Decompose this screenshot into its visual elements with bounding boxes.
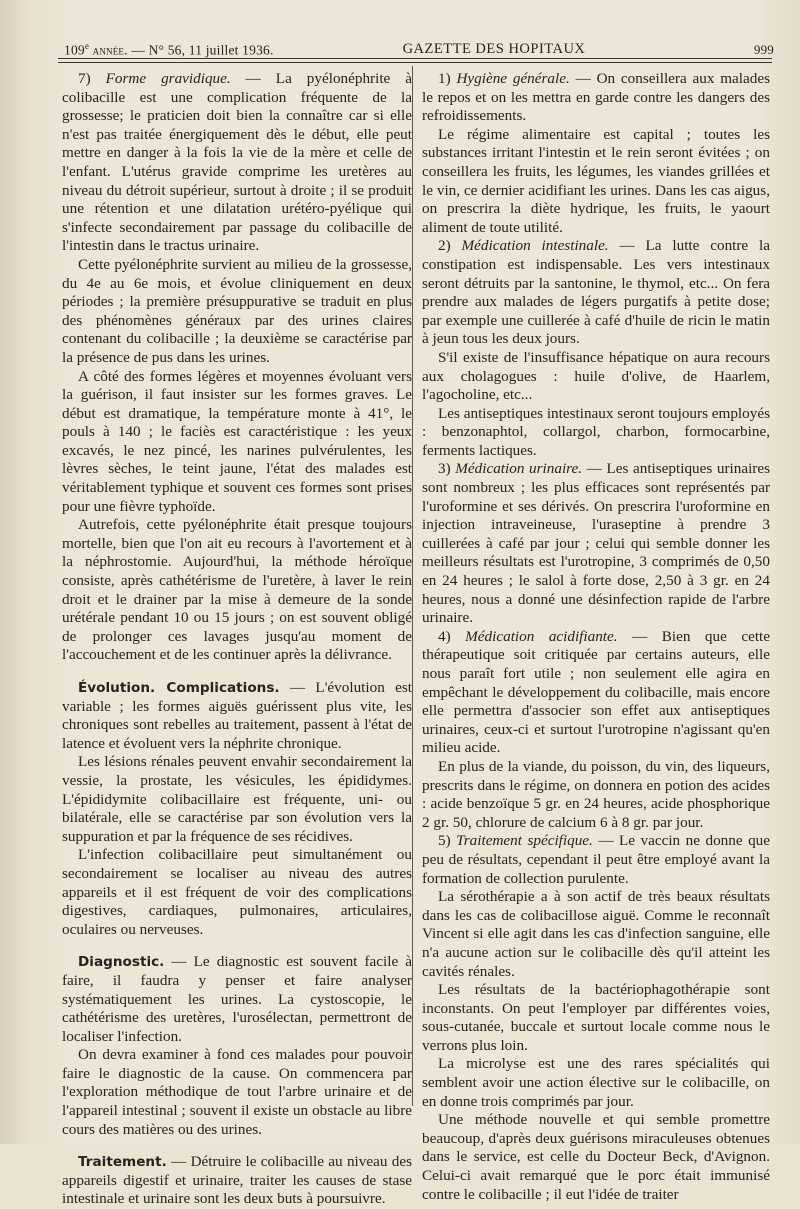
paragraph: La microlyse est une des rares spécialités qui semblent avoir une action élective sur le colibacille, on en donne trois comprimés par jour. bbox=[422, 1055, 770, 1110]
paragraph: L'infection colibacillaire peut simultanément ou secondairement se localiser au niveau des autres appareils et il est fréquent de voir des complications digestives, cardiaques, pulmonaires, articulaires, oculaires ou nerveuses. bbox=[62, 846, 412, 938]
paragraph-medication-urinaire: 3) Médication urinaire. — Les antiseptiques urinaires sont nombreux ; les plus efficaces sont représentés par l'uroformine et ses dérivés. On prescrira l'uroformine en injection intraveineuse, l'uraseptine à prendre 3 cuillerées à café par jour ; celui qui semble donner les meilleurs résultats est l'urotropine, 3 comprimés de 0,50 en 24 heures ; le salol à forte dose, 2,50 à 3 gr. en 24 heures, nous a donné une désinfection rapide de l'arbre urinaire. bbox=[422, 460, 771, 627]
section-evolution: Évolution. Complications. — L'évolution est variable ; les formes aiguës guérissent plus vite, les chroniques sont rebelles au traitement, passent à l'état de latence et évoluent vers la néphrite chronique. bbox=[62, 679, 412, 752]
paragraph: On devra examiner à fond ces malades pour pouvoir faire le diagnostic de la cause. On commencera par l'exploration méthodique de tout l'arbre urinaire et de l'appareil intestinal ; souvent il existe un obstacle au libre cours des matières ou des urines. bbox=[62, 1046, 412, 1138]
paragraph: Les résultats de la bactériophagothérapie sont inconstants. On peut l'employer par différentes voies, sous-cutanée, buccale et surtout locale comme nous le verrons plus loin. bbox=[422, 981, 770, 1054]
column-divider bbox=[412, 66, 413, 1106]
paragraph: Cette pyélonéphrite survient au milieu de la grossesse, du 4e au 6e mois, et évolue cliniquement en deux périodes ; la première présuppurative se traduit en plus des phénomènes généraux par des urines claires contenant du colibacille ; la deuxième se caractérise par la présence de pus dans les urines. bbox=[62, 255, 412, 366]
right-column bbox=[422, 70, 770, 1204]
header-rule bbox=[58, 58, 772, 59]
paragraph-traitement-specifique: 5) Traitement spécifique. — Le vaccin ne donne que peu de résultats, cependant il peut être employé avant la formation de collection purulente. bbox=[422, 832, 771, 887]
journal-title: GAZETTE DES HOPITAUX bbox=[402, 41, 586, 57]
paragraph: En plus de la viande, du poisson, du vin, des liqueurs, prescrits dans le régime, on donnera en potion des acides : acide benzoïque 5 gr. en 24 heures, acide phosphorique 2 gr. 50, chlorure de calcium 6 à 8 gr. par jour. bbox=[422, 757, 770, 831]
paragraph-hygiene: 1) Hygiène générale. — On conseillera aux malades le repos et on les mettra en garde contre les dangers des refroidissements. bbox=[422, 70, 770, 125]
issue-info: 109e année. — N° 56, 11 juillet 1936. bbox=[64, 40, 274, 57]
paragraph: Une méthode nouvelle et qui semble promettre beaucoup, d'après deux guérisons miraculeuses obtenues dans le service, est celle du Docteur Beck, d'Avignon. Celui-ci avait remarqué que le porc était immunisé contre le colibacille ; il eut l'idée de traiter bbox=[422, 1111, 770, 1203]
section-diagnostic: Diagnostic. — Le diagnostic est souvent facile à faire, il faudra y penser et faire analyser systématiquement les urines. La cystoscopie, le cathétérisme des uretères, l'urosélectan, permettront de localiser l'infection. bbox=[62, 953, 412, 1045]
page-number: 999 bbox=[753, 42, 774, 57]
running-header bbox=[48, 30, 774, 58]
paragraph-medication-acidifiante: 4) Médication acidifiante. — Bien que cette thérapeutique soit critiquée par certains auteurs, elle nous paraît fort utile ; non seulement elle agira en empêchant le développement du colibacille, mais encore elle permettra d'associer son effet aux antiseptiques urinaires, ceux-ci et surtout l'urotropine n'agissant qu'en milieu acide. bbox=[422, 627, 771, 757]
paragraph-medication-intestinale: 2) Médication intestinale. — La lutte contre la constipation est indispensable. Les vers intestinaux seront détruits par la santonine, le thymol, etc... On fera prendre aux malades de légers purgatifs à petite dose; par exemple une cuillerée à café d'huile de ricin le matin à jeun tous les deux jours. bbox=[422, 237, 770, 348]
paragraph: La sérothérapie a à son actif de très beaux résultats dans les cas de colibacillose aiguë. Comme le reconnaît Vincent si elle agit dans les cas d'infection sanguine, elle n'a aucune action sur le colibacille dès qu'il atteint les cavités rénales. bbox=[422, 888, 770, 980]
paragraph: Les lésions rénales peuvent envahir secondairement la vessie, la prostate, les vésicules, les épididymes. L'épididymite colibacillaire est fréquente, uni- ou bilatérale, elle se caractérise par son évolution vers la suppuration et par la fréquence de ses récidives. bbox=[62, 753, 412, 845]
paragraph: Les antiseptiques intestinaux seront toujours employés : benzonaphtol, collargol, charbon, formocarbine, ferments lactiques. bbox=[422, 404, 770, 459]
section-traitement: Traitement. — Détruire le colibacille au niveau des appareils digestif et urinaire, traiter les causes de stase intestinale et urinaire sont les deux buts à poursuivre. bbox=[62, 1153, 412, 1208]
paragraph: S'il existe de l'insuffisance hépatique on aura recours aux cholagogues : huile d'olive, de Haarlem, l'agocholine, etc... bbox=[422, 348, 770, 404]
left-column bbox=[62, 70, 412, 1209]
paragraph-forme-gravidique: 7) Forme gravidique. — La pyélonéphrite à colibacille est une complication fréquente de la grossesse; le praticien doit bien la connaître car si elle n'est pas traitée énergiquement dès le début, elle peut mettre en danger à la fois la vie de la mère et celle de l'enfant. L'utérus gravide comprime les uretères au niveau du détroit supérieur, surtout à droite ; il se produit une rétention et une dilatation urétéro-pyélique qui s'infecte secondairement par passage du colibacille de l'intestin dans le tractus urinaire. bbox=[62, 70, 413, 255]
paragraph: A côté des formes légères et moyennes évoluant vers la guérison, il faut insister sur les formes graves. Le début est dramatique, la température monte à 41°, le pouls à 140 ; le faciès est caractéristique : les yeux excavés, le nez pincé, les narines pulvérulentes, les lèvres sèches, le teint jaune, l'état des malades est véritablement typhique et souvent ces formes sont prises pour une fièvre typhoïde. bbox=[62, 367, 412, 515]
header-rule-thin bbox=[58, 62, 772, 63]
paragraph: Le régime alimentaire est capital ; toutes les substances irritant l'intestin et le rein seront évitées ; on conseillera les fruits, les légumes, les viandes grillées et le vin, ce dernier acidifiant les urines. Dans les cas aigus, on prescrira la diète hydrique, les fruits, le yaourt aliment de toute utilité. bbox=[422, 125, 770, 236]
paragraph: Autrefois, cette pyélonéphrite était presque toujours mortelle, bien que l'on ait eu recours à l'avortement et à la néphrostomie. Aujourd'hui, la méthode héroïque consiste, après cathétérisme de l'uretère, à laver le rein droit et le drainer par la mise à demeure de la sonde urétérale pendant 10 ou 15 jours ; on est souvent obligé de prolonger ces lavages jusqu'au moment de l'accouchement et de les continuer après la délivrance. bbox=[62, 516, 412, 664]
